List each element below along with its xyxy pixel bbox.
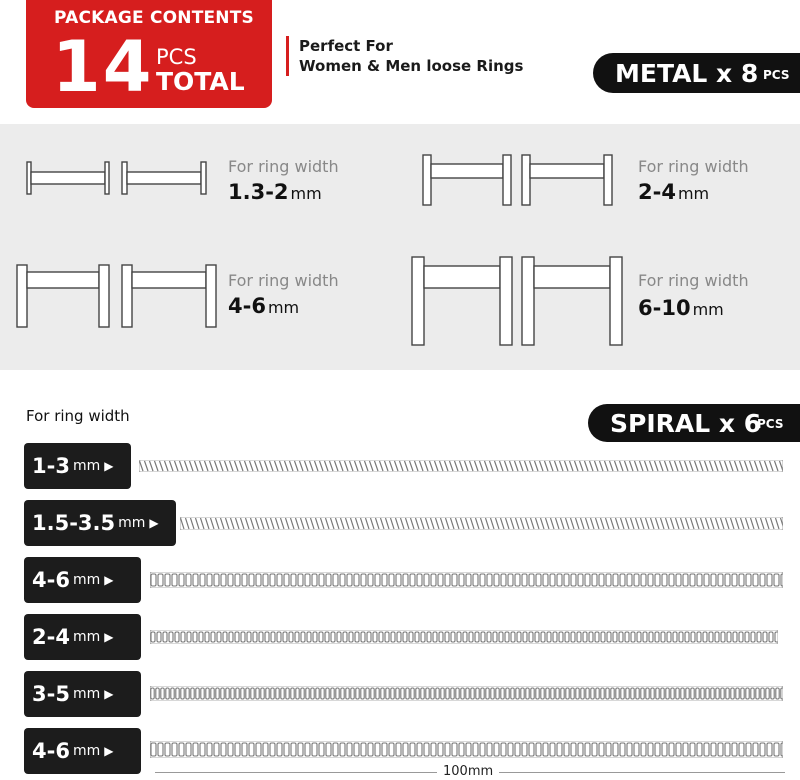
spiral-size-tag: 4-6 mm ▶ <box>24 728 141 774</box>
spiral-size-tag: 4-6 mm ▶ <box>24 557 141 603</box>
perfect-for-text <box>286 36 523 76</box>
metal-count-pill <box>593 53 800 93</box>
spiral-title: SPIRAL x 6 <box>610 409 762 438</box>
spiral-pcs: PCS <box>757 417 784 431</box>
metal-title: METAL x 8 <box>615 59 759 88</box>
pcs-label: PCS <box>156 45 197 69</box>
perfect-line-2: Women & Men loose Rings <box>299 57 524 75</box>
spiral-size-tag: 1-3 mm ▶ <box>24 443 131 489</box>
total-label: TOTAL <box>156 67 245 96</box>
metal-item-1-value: 1.3-2 mm <box>228 180 322 204</box>
length-measure <box>155 765 785 779</box>
metal-panel <box>0 124 800 370</box>
total-count: 14 <box>52 26 154 108</box>
spiral-coil-image <box>150 630 778 644</box>
spiral-row-3 <box>0 557 800 603</box>
metal-item-1-label: For ring width <box>228 157 339 176</box>
metal-item-3-value: 4-6 mm <box>228 294 300 318</box>
metal-adjuster-icon <box>418 152 618 222</box>
metal-adjuster-icon <box>408 254 628 350</box>
perfect-line-1: Perfect For <box>299 37 393 55</box>
metal-item-4-value: 6-10 mm <box>638 296 724 320</box>
metal-item-3-label: For ring width <box>228 271 339 290</box>
metal-adjuster-icon <box>14 262 224 338</box>
spiral-row-1 <box>0 443 800 489</box>
package-contents-badge <box>26 0 272 108</box>
spiral-row-4 <box>0 614 800 660</box>
spiral-ring-width-label: For ring width <box>26 407 130 425</box>
spiral-size-tag: 2-4 mm ▶ <box>24 614 141 660</box>
spiral-coil-image <box>150 741 783 758</box>
spiral-count-pill <box>588 404 800 442</box>
package-contents-label: PACKAGE CONTENTS <box>54 8 254 28</box>
spiral-row-2 <box>0 500 800 546</box>
metal-item-4-label: For ring width <box>638 271 749 290</box>
spiral-coil-image <box>150 686 783 701</box>
measure-label: 100mm <box>437 764 499 779</box>
spiral-coil-image <box>180 517 783 530</box>
metal-item-2-value: 2-4 mm <box>638 180 710 204</box>
spiral-size-tag: 3-5 mm ▶ <box>24 671 141 717</box>
metal-pcs: PCS <box>763 68 790 82</box>
spiral-row-5 <box>0 671 800 717</box>
spiral-coil-image <box>150 572 783 588</box>
metal-adjuster-icon <box>22 154 242 264</box>
metal-item-2-label: For ring width <box>638 157 749 176</box>
spiral-coil-image <box>139 460 783 472</box>
spiral-size-tag: 1.5-3.5 mm ▶ <box>24 500 176 546</box>
